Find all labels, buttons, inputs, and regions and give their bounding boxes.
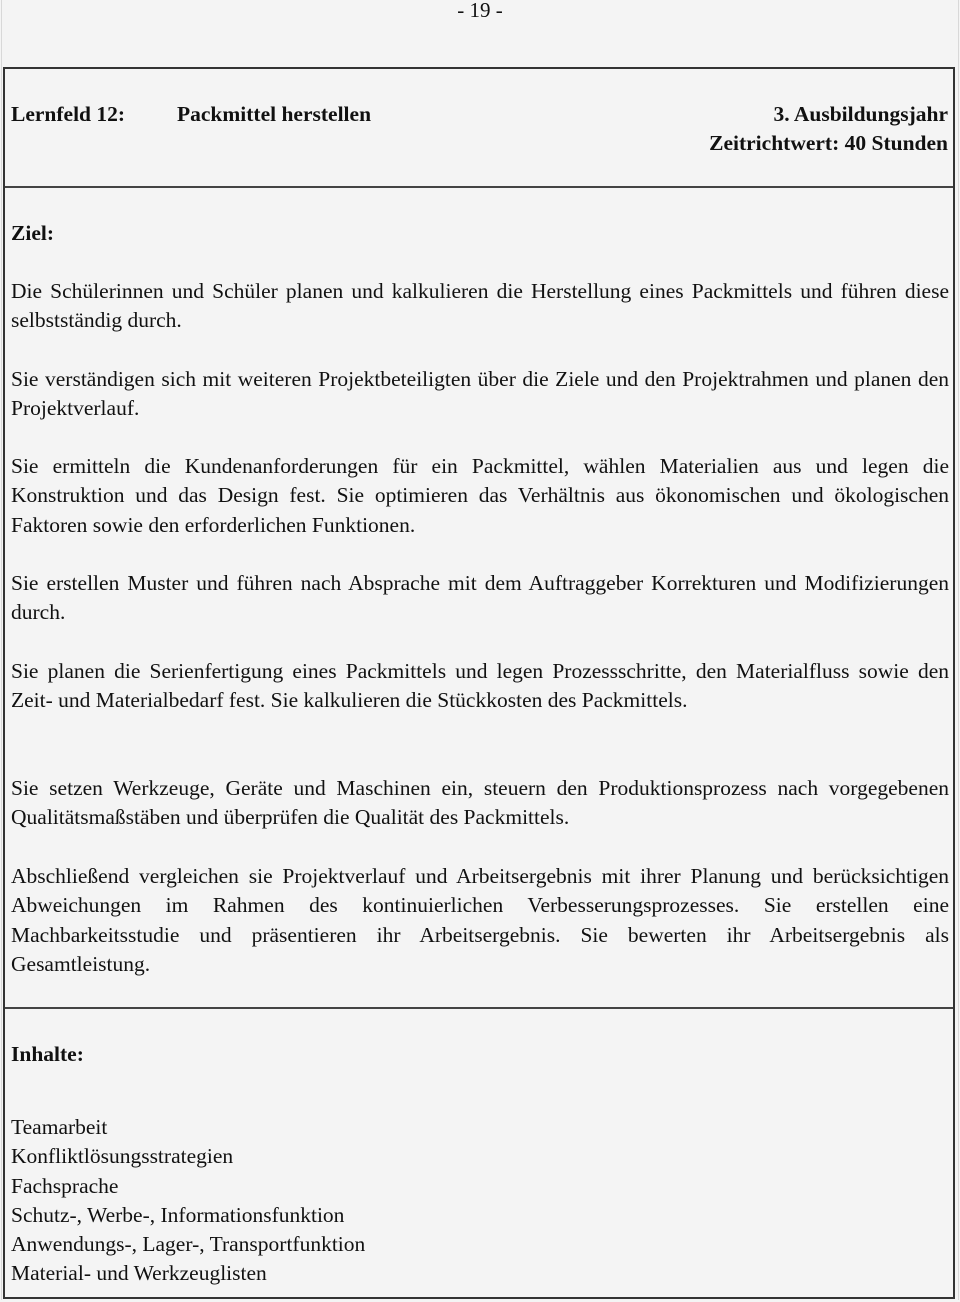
inhalte-list: [11, 1113, 365, 1289]
inhalte-section: [5, 1009, 953, 1297]
ziel-heading: Ziel:: [11, 221, 54, 245]
ziel-paragraph: Sie verständigen sich mit weiteren Projektbeteiligten über die Ziele und den Projektrahmen und planen den Projektverlauf.: [11, 367, 949, 421]
ziel-paragraph: Sie ermitteln die Kundenanforderungen für ein Packmittel, wählen Materialien aus und legen die Konstruktion und das Design fest. Sie optimieren das Verhältnis aus ökonomischen und ökologischen Faktoren sowie den erforderlichen Funktionen.: [11, 454, 949, 537]
list-item: Fachsprache: [11, 1173, 119, 1198]
ziel-paragraph: Die Schülerinnen und Schüler planen und kalkulieren die Herstellung eines Packmittels und führen diese selbstständig durch.: [11, 279, 949, 333]
ziel-paragraph: Sie erstellen Muster und führen nach Absprache mit dem Auftraggeber Korrekturen und Modifizierungen durch.: [11, 571, 949, 625]
list-item: Konfliktlösungsstrategien: [11, 1144, 234, 1169]
lernfeld-header-row: [5, 69, 953, 188]
lernfeld-meta: [709, 100, 948, 159]
inhalte-heading: Inhalte:: [11, 1042, 84, 1066]
lernfeld-label: Lernfeld 12:: [11, 102, 126, 126]
list-item: Material- und Werkzeuglisten: [11, 1261, 267, 1286]
lernfeld-table: [3, 67, 955, 1299]
ausbildungsjahr: 3. Ausbildungsjahr: [773, 102, 948, 126]
page-number: - 19 -: [457, 0, 503, 22]
ziel-paragraph: Sie setzen Werkzeuge, Geräte und Maschinen ein, steuern den Produktionsprozess nach vorgegebenen Qualitätsmaßstäben und überprüfen die Qualität des Packmittels.: [11, 776, 949, 830]
lernfeld-title: Packmittel herstellen: [177, 102, 372, 126]
ziel-paragraph: Sie planen die Serienfertigung eines Packmittels und legen Prozessschritte, den Materialfluss sowie den Zeit- und Materialbedarf fest. Sie kalkulieren die Stückkosten des Packmittels.: [11, 659, 949, 713]
zeitrichtwert: Zeitrichtwert: 40 Stunden: [709, 131, 948, 156]
list-item: Teamarbeit: [11, 1115, 108, 1139]
list-item: Schutz-, Werbe-, Informationsfunktion: [11, 1202, 345, 1227]
list-item: Anwendungs-, Lager-, Transportfunktion: [11, 1232, 366, 1257]
ziel-section: [5, 188, 953, 1009]
ziel-paragraph: Abschließend vergleichen sie Projektverlauf und Arbeitsergebnis mit ihrer Planung und berücksichtigen Abweichungen im Rahmen des kontinuierlichen Verbesserungsprozesses. Sie erstellen eine Machbarkeitsstudie und präsentieren ihr Arbeitsergebnis. Sie bewerten ihr Arbeitsergebnis als Gesamtleistung.: [11, 864, 949, 976]
